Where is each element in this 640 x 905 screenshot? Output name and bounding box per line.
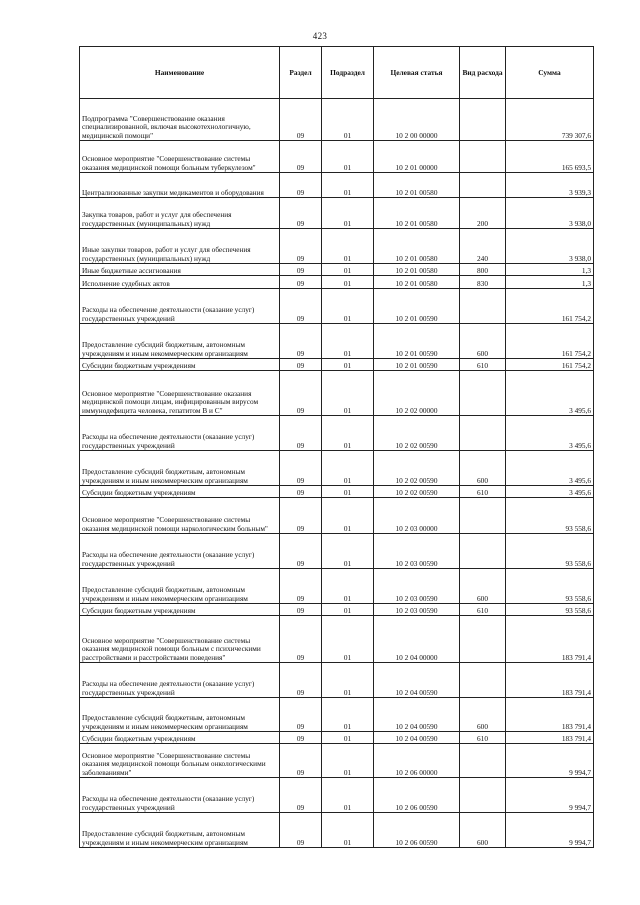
row-target: 10 2 01 00580 — [374, 198, 460, 229]
row-section: 09 — [280, 498, 322, 534]
row-expense-type — [460, 416, 506, 451]
row-name: Иные закупки товаров, работ и услуг для обеспечения государственных (муниципальных) нужд — [80, 229, 280, 264]
row-section: 09 — [280, 371, 322, 416]
row-target: 10 2 06 00000 — [374, 744, 460, 778]
row-sum: 183 791,4 — [506, 663, 594, 698]
row-sum: 3 495,6 — [506, 416, 594, 451]
table-row — [80, 451, 594, 486]
table-row — [80, 276, 594, 289]
row-sum: 93 558,6 — [506, 604, 594, 616]
row-target: 10 2 03 00590 — [374, 534, 460, 569]
row-subsection: 01 — [322, 604, 374, 616]
row-expense-type — [460, 173, 506, 198]
table-row — [80, 698, 594, 732]
row-expense-type — [460, 778, 506, 813]
row-expense-type: 200 — [460, 198, 506, 229]
row-section: 09 — [280, 99, 322, 141]
row-target: 10 2 03 00000 — [374, 498, 460, 534]
row-target: 10 2 06 00590 — [374, 778, 460, 813]
row-section: 09 — [280, 616, 322, 663]
row-sum: 9 994,7 — [506, 744, 594, 778]
row-sum: 1,3 — [506, 264, 594, 276]
table-row — [80, 99, 594, 141]
row-sum: 3 495,6 — [506, 371, 594, 416]
row-subsection: 01 — [322, 744, 374, 778]
row-sum: 161 754,2 — [506, 324, 594, 359]
table-row — [80, 778, 594, 813]
row-subsection: 01 — [322, 173, 374, 198]
table-row — [80, 813, 594, 848]
row-subsection: 01 — [322, 498, 374, 534]
row-subsection: 01 — [322, 698, 374, 732]
column-header-name: Наименование — [80, 47, 280, 99]
row-subsection: 01 — [322, 663, 374, 698]
row-sum: 3 495,6 — [506, 486, 594, 498]
row-name: Предоставление субсидий бюджетным, автономным учреждениям и иным некоммерческим организациям — [80, 569, 280, 604]
row-section: 09 — [280, 732, 322, 744]
column-header-section: Раздел — [280, 47, 322, 99]
row-expense-type — [460, 663, 506, 698]
row-expense-type: 610 — [460, 486, 506, 498]
row-name: Подпрограмма "Совершенствование оказания специализированной, включая высокотехнологичную, медицинской помощи" — [80, 99, 280, 141]
table-row — [80, 534, 594, 569]
row-name: Предоставление субсидий бюджетным, автономным учреждениям и иным некоммерческим организациям — [80, 451, 280, 486]
row-section: 09 — [280, 451, 322, 486]
table-row — [80, 359, 594, 371]
row-sum: 9 994,7 — [506, 778, 594, 813]
row-subsection: 01 — [322, 486, 374, 498]
table-row — [80, 173, 594, 198]
row-target: 10 2 04 00590 — [374, 732, 460, 744]
row-sum: 161 754,2 — [506, 289, 594, 324]
row-expense-type: 800 — [460, 264, 506, 276]
table-row — [80, 663, 594, 698]
row-target: 10 2 02 00590 — [374, 451, 460, 486]
row-subsection: 01 — [322, 813, 374, 848]
row-sum: 183 791,4 — [506, 616, 594, 663]
row-subsection: 01 — [322, 289, 374, 324]
row-name: Предоставление субсидий бюджетным, автономным учреждениям и иным некоммерческим организациям — [80, 813, 280, 848]
row-target: 10 2 06 00590 — [374, 813, 460, 848]
row-expense-type: 240 — [460, 229, 506, 264]
row-subsection: 01 — [322, 616, 374, 663]
row-name: Субсидии бюджетным учреждениям — [80, 732, 280, 744]
row-target: 10 2 04 00590 — [374, 698, 460, 732]
row-section: 09 — [280, 173, 322, 198]
row-expense-type: 600 — [460, 324, 506, 359]
row-name: Исполнение судебных актов — [80, 276, 280, 289]
table-row — [80, 229, 594, 264]
row-subsection: 01 — [322, 141, 374, 173]
row-section: 09 — [280, 276, 322, 289]
row-sum: 93 558,6 — [506, 534, 594, 569]
row-expense-type: 600 — [460, 698, 506, 732]
row-expense-type: 600 — [460, 451, 506, 486]
row-section: 09 — [280, 359, 322, 371]
row-sum: 93 558,6 — [506, 569, 594, 604]
table-row — [80, 289, 594, 324]
table-row — [80, 371, 594, 416]
row-sum: 183 791,4 — [506, 698, 594, 732]
row-sum: 3 939,3 — [506, 173, 594, 198]
row-subsection: 01 — [322, 276, 374, 289]
column-header-expense-type: Вид расхода — [460, 47, 506, 99]
row-subsection: 01 — [322, 416, 374, 451]
row-name: Расходы на обеспечение деятельности (оказание услуг) государственных учреждений — [80, 416, 280, 451]
row-section: 09 — [280, 534, 322, 569]
row-section: 09 — [280, 141, 322, 173]
row-name: Субсидии бюджетным учреждениям — [80, 604, 280, 616]
table-header-row — [80, 47, 594, 99]
row-subsection: 01 — [322, 451, 374, 486]
row-sum: 3 495,6 — [506, 451, 594, 486]
row-subsection: 01 — [322, 324, 374, 359]
row-expense-type — [460, 498, 506, 534]
row-expense-type — [460, 141, 506, 173]
table-row — [80, 498, 594, 534]
row-target: 10 2 01 00580 — [374, 276, 460, 289]
row-sum: 3 938,0 — [506, 198, 594, 229]
row-section: 09 — [280, 289, 322, 324]
row-sum: 1,3 — [506, 276, 594, 289]
row-sum: 183 791,4 — [506, 732, 594, 744]
budget-table — [79, 46, 594, 848]
row-section: 09 — [280, 744, 322, 778]
row-sum: 3 938,0 — [506, 229, 594, 264]
row-target: 10 2 04 00000 — [374, 616, 460, 663]
row-name: Основное мероприятие "Совершенствование системы оказания медицинской помощи наркологическим больным" — [80, 498, 280, 534]
row-name: Расходы на обеспечение деятельности (оказание услуг) государственных учреждений — [80, 534, 280, 569]
row-target: 10 2 03 00590 — [374, 569, 460, 604]
row-section: 09 — [280, 663, 322, 698]
row-target: 10 2 02 00590 — [374, 416, 460, 451]
row-name: Расходы на обеспечение деятельности (оказание услуг) государственных учреждений — [80, 289, 280, 324]
row-name: Расходы на обеспечение деятельности (оказание услуг) государственных учреждений — [80, 778, 280, 813]
row-expense-type — [460, 289, 506, 324]
row-expense-type — [460, 99, 506, 141]
row-name: Основное мероприятие "Совершенствование системы оказания медицинской помощи больным с психическими расстройствами и расстройствами поведения" — [80, 616, 280, 663]
row-subsection: 01 — [322, 371, 374, 416]
row-target: 10 2 01 00590 — [374, 324, 460, 359]
row-subsection: 01 — [322, 778, 374, 813]
row-name: Субсидии бюджетным учреждениям — [80, 486, 280, 498]
row-expense-type: 830 — [460, 276, 506, 289]
row-section: 09 — [280, 264, 322, 276]
row-name: Субсидии бюджетным учреждениям — [80, 359, 280, 371]
row-section: 09 — [280, 778, 322, 813]
row-name: Основное мероприятие "Совершенствование системы оказания медицинской помощи больным туберкулезом" — [80, 141, 280, 173]
row-target: 10 2 02 00590 — [374, 486, 460, 498]
row-section: 09 — [280, 198, 322, 229]
table-row — [80, 604, 594, 616]
row-expense-type: 600 — [460, 569, 506, 604]
column-header-sum: Сумма — [506, 47, 594, 99]
row-target: 10 2 01 00580 — [374, 173, 460, 198]
table-row — [80, 732, 594, 744]
row-sum: 93 558,6 — [506, 498, 594, 534]
row-subsection: 01 — [322, 229, 374, 264]
row-section: 09 — [280, 604, 322, 616]
table-row — [80, 616, 594, 663]
table-row — [80, 744, 594, 778]
row-name: Закупка товаров, работ и услуг для обеспечения государственных (муниципальных) нужд — [80, 198, 280, 229]
row-expense-type — [460, 534, 506, 569]
row-section: 09 — [280, 813, 322, 848]
row-expense-type: 600 — [460, 813, 506, 848]
table-row — [80, 198, 594, 229]
page-number: 423 — [312, 31, 328, 41]
row-target: 10 2 01 00580 — [374, 229, 460, 264]
row-expense-type — [460, 371, 506, 416]
row-subsection: 01 — [322, 99, 374, 141]
row-expense-type: 610 — [460, 604, 506, 616]
table-row — [80, 324, 594, 359]
row-expense-type: 610 — [460, 732, 506, 744]
table-row — [80, 264, 594, 276]
row-subsection: 01 — [322, 534, 374, 569]
row-target: 10 2 01 00000 — [374, 141, 460, 173]
column-header-subsection: Подраздел — [322, 47, 374, 99]
row-subsection: 01 — [322, 359, 374, 371]
row-expense-type: 610 — [460, 359, 506, 371]
row-sum: 165 693,5 — [506, 141, 594, 173]
row-subsection: 01 — [322, 198, 374, 229]
row-target: 10 2 01 00590 — [374, 289, 460, 324]
row-subsection: 01 — [322, 732, 374, 744]
row-name: Централизованные закупки медикаментов и оборудования — [80, 173, 280, 198]
row-section: 09 — [280, 416, 322, 451]
table-row — [80, 569, 594, 604]
row-target: 10 2 03 00590 — [374, 604, 460, 616]
row-expense-type — [460, 744, 506, 778]
row-subsection: 01 — [322, 264, 374, 276]
table-row — [80, 141, 594, 173]
table-row — [80, 486, 594, 498]
row-section: 09 — [280, 698, 322, 732]
row-subsection: 01 — [322, 569, 374, 604]
row-name: Основное мероприятие "Совершенствование системы оказания медицинской помощи больным онкологическими заболеваниями" — [80, 744, 280, 778]
row-sum: 739 307,6 — [506, 99, 594, 141]
row-section: 09 — [280, 486, 322, 498]
row-name: Предоставление субсидий бюджетным, автономным учреждениям и иным некоммерческим организациям — [80, 324, 280, 359]
row-target: 10 2 02 00000 — [374, 371, 460, 416]
row-name: Основное мероприятие "Совершенствование оказания медицинской помощи лицам, инфицированным вирусом иммунодефицита человека, гепатитом В и С" — [80, 371, 280, 416]
row-section: 09 — [280, 324, 322, 359]
row-section: 09 — [280, 229, 322, 264]
row-name: Расходы на обеспечение деятельности (оказание услуг) государственных учреждений — [80, 663, 280, 698]
table-row — [80, 416, 594, 451]
row-expense-type — [460, 616, 506, 663]
row-target: 10 2 01 00590 — [374, 359, 460, 371]
row-target: 10 2 01 00580 — [374, 264, 460, 276]
row-section: 09 — [280, 569, 322, 604]
row-name: Предоставление субсидий бюджетным, автономным учреждениям и иным некоммерческим организациям — [80, 698, 280, 732]
row-sum: 9 994,7 — [506, 813, 594, 848]
column-header-target: Целевая статья — [374, 47, 460, 99]
row-target: 10 2 00 00000 — [374, 99, 460, 141]
row-sum: 161 754,2 — [506, 359, 594, 371]
row-target: 10 2 04 00590 — [374, 663, 460, 698]
row-name: Иные бюджетные ассигнования — [80, 264, 280, 276]
